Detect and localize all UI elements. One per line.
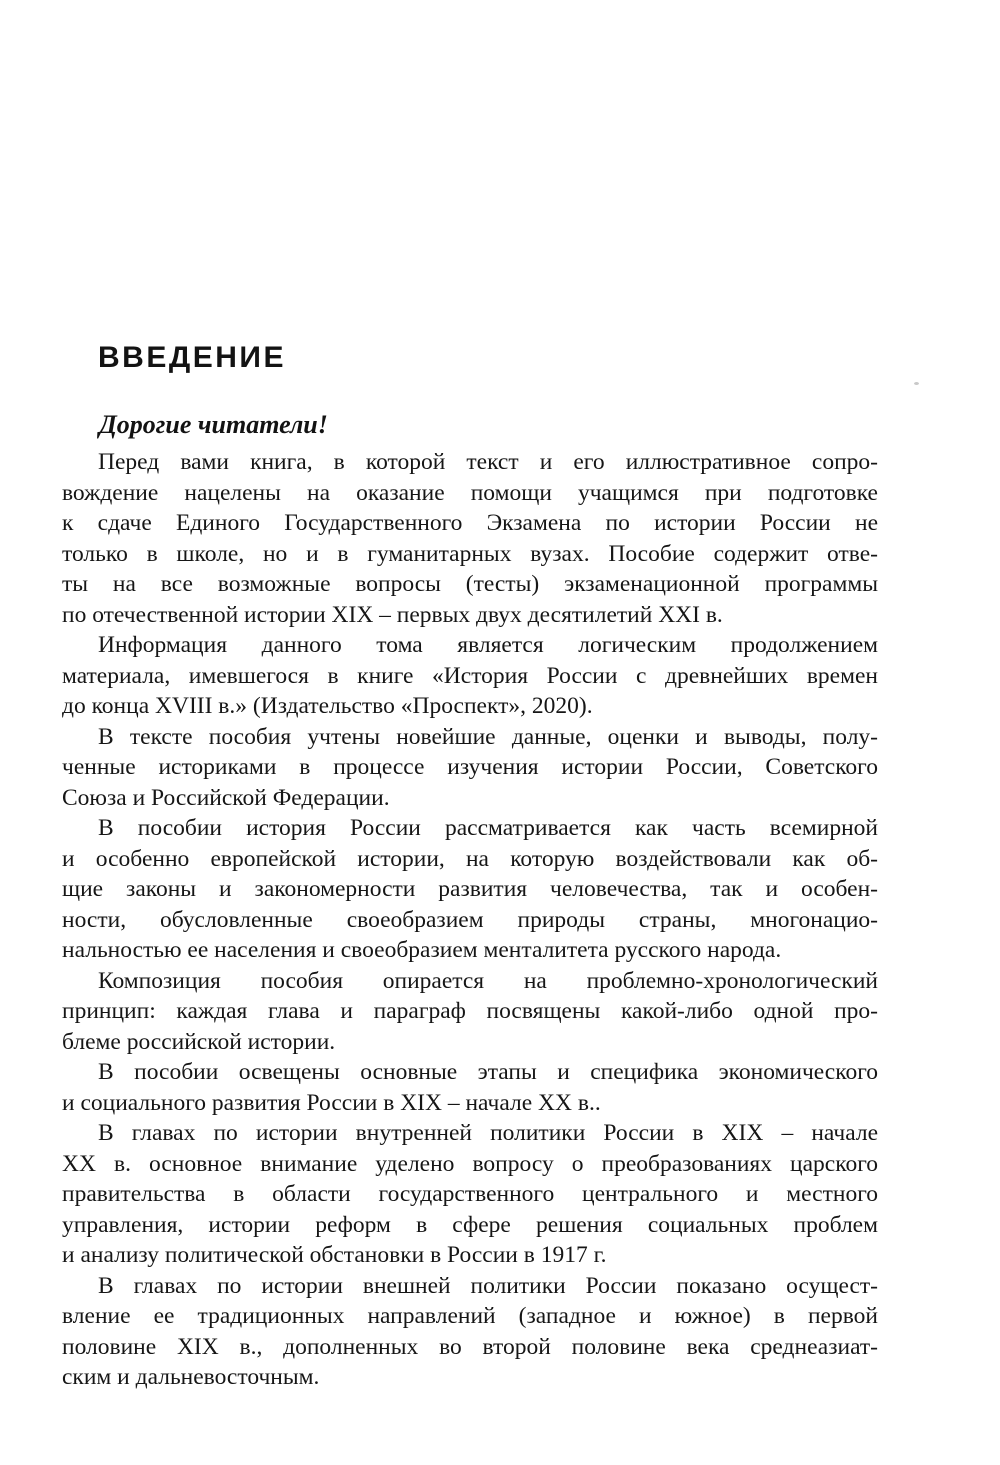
- text-line: нальностью ее населения и своеобразием менталитета русского народа.: [62, 937, 782, 963]
- text-line: ским и дальневосточным.: [62, 1364, 320, 1390]
- text-line: ченные историками в процессе изучения истории России, Советского: [62, 754, 878, 780]
- text-line: по отечественной истории XIX – первых двух десятилетий XXI в.: [62, 601, 723, 628]
- text-line: и анализу политической обстановки в России в 1917 г.: [62, 1242, 607, 1268]
- text-line: В пособии освещены основные этапы и специфика экономического: [98, 1059, 878, 1085]
- chapter-heading: ВВЕДЕНИЕ: [98, 341, 286, 374]
- text-line: до конца XVIII в.» (Издательство «Проспект», 2020).: [62, 693, 593, 719]
- text-line: ты на все возможные вопросы (тесты) экзаменационной программы: [62, 571, 878, 597]
- text-line: вление ее традиционных направлений (западное и южное) в первой: [62, 1303, 878, 1329]
- text-line: Союза и Российской Федерации.: [62, 784, 390, 811]
- text-line: половине XIX в., дополненных во второй половине века среднеазиат-: [62, 1333, 878, 1360]
- scan-artifact-dot: [914, 382, 919, 385]
- text-line: Композиция пособия опирается на проблемно-хронологический: [98, 967, 878, 994]
- paragraph: [62, 966, 878, 1058]
- paragraph: [62, 1057, 878, 1118]
- text-line: и социального развития России в XIX – начале XX в..: [62, 1089, 601, 1116]
- text-line: В тексте пособия учтены новейшие данные, оценки и выводы, полу-: [98, 723, 878, 750]
- text-line: Информация данного тома является логическим продолжением: [98, 632, 878, 658]
- page-content: [62, 0, 878, 1393]
- text-line: В пособии история России рассматривается как часть всемирной: [98, 815, 878, 841]
- text-line: щие законы и закономерности развития человечества, так и особен-: [62, 876, 878, 902]
- text-line: управления, истории реформ в сфере решения социальных проблем: [62, 1211, 878, 1238]
- text-line: Перед вами книга, в которой текст и его иллюстративное сопро-: [98, 449, 878, 475]
- paragraph: [62, 447, 878, 630]
- paragraph: [62, 1271, 878, 1393]
- text-line: блеме российской истории.: [62, 1028, 336, 1055]
- text-line: к сдаче Единого Государственного Экзамена по истории России не: [62, 510, 878, 536]
- text-line: ности, обусловленные своеобразием природы страны, многонацио-: [62, 906, 878, 933]
- paragraph: [62, 630, 878, 722]
- text-line: материала, имевшегося в книге «История России с древнейших времен: [62, 662, 878, 689]
- text-line: правительства в области государственного центрального и местного: [62, 1181, 878, 1207]
- text-line: принцип: каждая глава и параграф посвящены какой-либо одной про-: [62, 998, 878, 1024]
- paragraph: [62, 813, 878, 966]
- salutation-line: Дорогие читатели!: [99, 410, 328, 439]
- text-line: вождение нацелены на оказание помощи учащимся при подготовке: [62, 479, 878, 506]
- body-text: [62, 447, 878, 1393]
- text-line: В главах по истории внутренней политики России в XIX – начале: [98, 1120, 878, 1146]
- paragraph: [62, 1118, 878, 1271]
- text-line: только в школе, но и в гуманитарных вузах. Пособие содержит отве-: [62, 540, 878, 567]
- text-line: В главах по истории внешней политики России показано осущест-: [98, 1272, 878, 1299]
- text-line: XX в. основное внимание уделено вопросу о преобразованиях царского: [62, 1150, 878, 1177]
- text-line: и особенно европейской истории, на которую воздействовали как об-: [62, 845, 878, 872]
- paragraph: [62, 722, 878, 814]
